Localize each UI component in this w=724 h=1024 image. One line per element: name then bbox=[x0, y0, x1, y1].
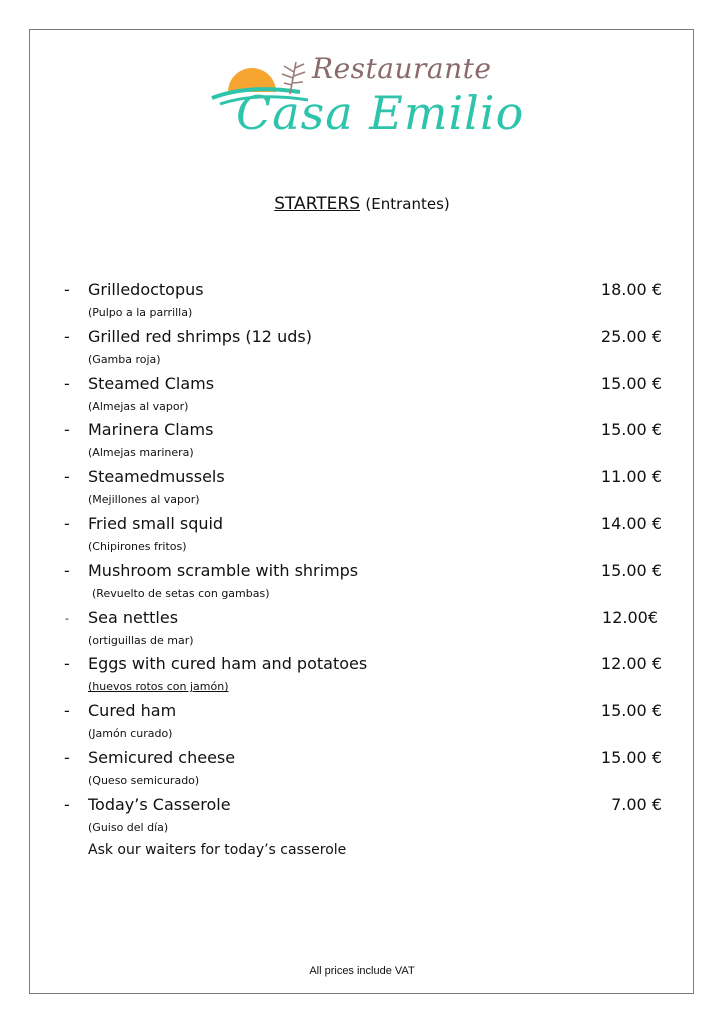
dish-spanish-name: (Jamón curado) bbox=[88, 727, 173, 741]
dish-price: 7.00 € bbox=[611, 794, 662, 814]
dish-name: Eggs with cured ham and potatoes bbox=[88, 654, 368, 674]
dish-price: 15.00 € bbox=[600, 701, 662, 721]
dish-name: Cured ham bbox=[88, 701, 177, 721]
dish-name: Steamedmussels bbox=[88, 467, 225, 487]
bullet-dash: - bbox=[64, 420, 70, 440]
dish-spanish-name: (ortiguillas de mar) bbox=[88, 633, 194, 647]
bullet-dash: - bbox=[64, 513, 70, 533]
menu-item bbox=[0, 701, 724, 748]
dish-name: Grilledoctopus bbox=[88, 280, 204, 299]
dish-name: Steamed Clams bbox=[88, 373, 215, 393]
bullet-dash: - bbox=[64, 794, 70, 814]
bullet-dash: - bbox=[64, 654, 70, 674]
menu-item bbox=[0, 561, 724, 608]
menu-item bbox=[0, 327, 724, 374]
dish-spanish-name: (Guiso del día) bbox=[88, 820, 169, 834]
menu-item bbox=[0, 654, 724, 701]
menu-item bbox=[0, 748, 724, 795]
dish-price: 15.00 € bbox=[600, 373, 662, 393]
section-title-sub: (Entrantes) bbox=[365, 195, 450, 213]
menu-item bbox=[0, 514, 724, 561]
section-title bbox=[0, 194, 724, 214]
bullet-dash: - bbox=[64, 280, 70, 299]
section-title-main: STARTERS bbox=[274, 194, 360, 214]
dish-name: Sea nettles bbox=[88, 607, 179, 627]
dish-spanish-name: (Revuelto de setas con gambas) bbox=[92, 586, 270, 600]
dish-name: Marinera Clams bbox=[88, 420, 214, 440]
dish-spanish-name: (Gamba roja) bbox=[88, 352, 161, 366]
dish-price: 18.00 € bbox=[600, 280, 662, 299]
bullet-dash: - bbox=[64, 701, 70, 721]
vat-footer: All prices include VAT bbox=[309, 965, 415, 977]
dish-price: 12.00 € bbox=[600, 654, 662, 674]
casserole-note: Ask our waiters for today’s casserole bbox=[88, 842, 347, 858]
menu-item bbox=[0, 420, 724, 467]
bullet-dash: - bbox=[64, 373, 70, 393]
dish-name: Semicured cheese bbox=[88, 747, 236, 767]
dish-spanish-name: (Pulpo a la parrilla) bbox=[88, 306, 193, 319]
dish-price: 15.00 € bbox=[600, 560, 662, 580]
bullet-dash: - bbox=[64, 326, 70, 346]
dish-price: 14.00 € bbox=[600, 513, 662, 533]
menu-item bbox=[0, 374, 724, 421]
menu-item bbox=[0, 608, 724, 655]
dish-spanish-name: (Mejillones al vapor) bbox=[88, 493, 200, 507]
dish-spanish-name: (Almejas marinera) bbox=[88, 446, 194, 460]
menu-list bbox=[0, 280, 724, 842]
logo-restaurante-text: Restaurante bbox=[312, 52, 492, 85]
dish-spanish-name: (Queso semicurado) bbox=[88, 773, 200, 787]
dish-name: Mushroom scramble with shrimps bbox=[88, 560, 359, 580]
bullet-dash: - bbox=[64, 467, 70, 487]
dish-price: 12.00€ bbox=[602, 607, 658, 627]
menu-item bbox=[0, 795, 724, 842]
dish-price: 15.00 € bbox=[600, 420, 662, 440]
menu-item bbox=[0, 280, 724, 327]
logo-name-text: Casa Emilio bbox=[236, 86, 525, 140]
bullet-dash: - bbox=[64, 560, 70, 580]
dish-price: 15.00 € bbox=[600, 747, 662, 767]
bullet-dash: - bbox=[65, 611, 69, 625]
dish-spanish-name: (huevos rotos con jamón) bbox=[88, 680, 229, 694]
dish-name: Today’s Casserole bbox=[88, 794, 231, 814]
dish-spanish-name: (Almejas al vapor) bbox=[88, 399, 189, 413]
dish-spanish-name: (Chipirones fritos) bbox=[88, 539, 187, 553]
dish-name: Grilled red shrimps (12 uds) bbox=[88, 326, 312, 346]
restaurant-logo bbox=[208, 50, 525, 142]
menu-item bbox=[0, 467, 724, 514]
bullet-dash: - bbox=[64, 747, 70, 767]
dish-price: 11.00 € bbox=[600, 467, 662, 487]
dish-price: 25.00 € bbox=[600, 326, 662, 346]
dish-name: Fried small squid bbox=[88, 513, 224, 533]
